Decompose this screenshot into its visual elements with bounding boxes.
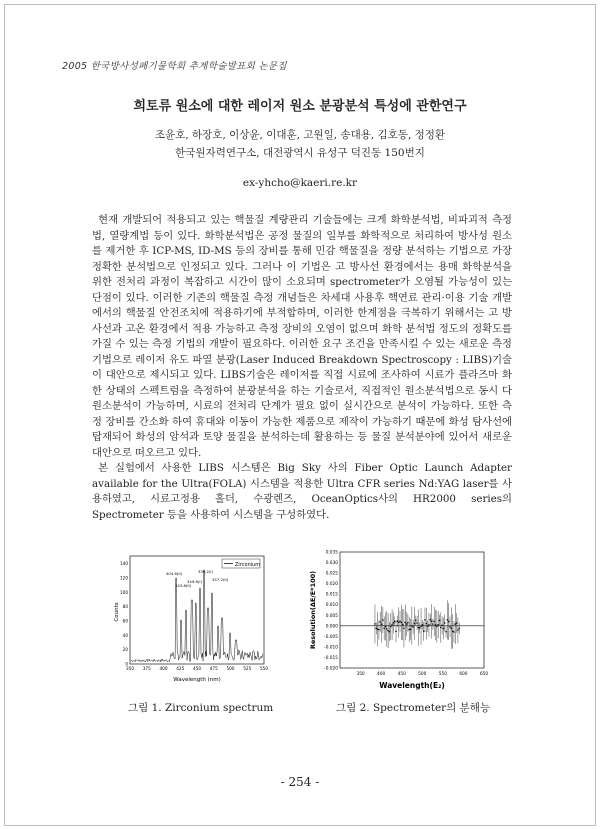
data-point — [405, 622, 406, 623]
data-point — [430, 619, 431, 620]
data-point — [447, 619, 448, 620]
data-point — [424, 619, 425, 620]
data-point — [440, 627, 441, 628]
x-tick-labels — [126, 666, 268, 671]
legend-label: Zirconium — [235, 562, 261, 568]
y-tick-label: 140 — [120, 561, 128, 567]
data-point — [444, 622, 445, 623]
data-point — [412, 626, 413, 627]
x-tick-label: 500 — [226, 666, 235, 671]
x-tick-label: 450 — [397, 672, 406, 677]
x-tick-label: 600 — [459, 672, 468, 677]
data-point — [410, 629, 411, 630]
x-tick-label: 375 — [142, 666, 151, 671]
data-point — [437, 624, 438, 625]
figure-spectrometer-resolution — [308, 546, 490, 692]
x-tick-label: 400 — [159, 666, 168, 671]
peak-label-4: 349.6(I) — [187, 579, 202, 584]
x-tick-label: 425 — [176, 666, 185, 671]
data-point — [439, 620, 440, 621]
data-point — [398, 622, 399, 623]
y-tick-label: 0.030 — [325, 561, 338, 567]
y-tick-label: 0.000 — [325, 624, 338, 630]
data-point — [376, 628, 377, 629]
data-point — [399, 621, 400, 622]
data-point — [443, 628, 444, 629]
data-point — [378, 629, 379, 630]
y-tick-label: 120 — [120, 575, 128, 581]
peak-label-2: 339.2(I) — [198, 569, 213, 574]
data-point — [387, 630, 388, 631]
data-point — [385, 626, 386, 627]
contact-email: ex-yhcho@kaeri.re.kr — [242, 177, 358, 189]
data-point — [414, 623, 415, 624]
y-tick-label: -0.015 — [324, 655, 338, 661]
affiliation: 한국원자력연구소, 대전광역시 유성구 덕진동 150번지 — [175, 147, 425, 159]
data-point — [406, 623, 407, 624]
zirconium-spectrum-plot — [112, 548, 270, 686]
y-tick-label: 0.020 — [325, 582, 338, 588]
x-tick-label: 475 — [209, 666, 218, 671]
data-point — [382, 619, 383, 620]
data-point — [403, 628, 404, 629]
y-tick-label: 40 — [122, 632, 128, 638]
data-point — [391, 624, 392, 625]
y-tick-label: 0.025 — [325, 571, 338, 577]
data-point — [393, 622, 394, 623]
data-point — [419, 627, 420, 628]
data-point — [386, 628, 387, 629]
x-tick-label: 550 — [438, 672, 447, 677]
data-point — [389, 631, 390, 632]
x-tick-labels — [356, 671, 488, 677]
y-tick-label: 0.035 — [325, 550, 338, 556]
data-point — [451, 628, 452, 629]
resolution-plot — [308, 546, 490, 692]
data-point — [418, 627, 419, 628]
peak-label-5: 357.2(II) — [212, 577, 229, 582]
data-point — [455, 623, 456, 624]
data-point — [377, 629, 378, 630]
plot-frame — [130, 556, 264, 664]
data-point — [390, 626, 391, 627]
data-point — [420, 626, 421, 627]
resolution-points — [374, 600, 460, 649]
data-point — [459, 628, 460, 629]
peak-label-1: 404.6(II) — [166, 571, 183, 576]
figure-zirconium-spectrum — [112, 548, 270, 686]
x-tick-label: 650 — [479, 672, 489, 677]
x-tick-label: 400 — [377, 672, 386, 677]
figure-1-caption: 그림 1. Zirconium spectrum — [128, 702, 274, 714]
data-point — [448, 621, 449, 622]
paper-title: 희토류 원소에 대한 레이저 원소 분광분석 특성에 관한연구 — [133, 99, 467, 114]
y-tick-label: -0.005 — [324, 634, 338, 640]
data-point — [426, 623, 427, 624]
x-tick-label: 550 — [260, 666, 268, 671]
data-point — [431, 621, 432, 622]
body-text — [92, 213, 512, 523]
x-axis-label: Wavelength(E₂) — [379, 681, 445, 690]
y-tick-label: 0.005 — [325, 613, 338, 619]
data-point — [457, 630, 458, 631]
y-tick-label: 0.015 — [325, 592, 338, 598]
y-axis-label: Counts — [114, 602, 120, 622]
data-point — [432, 623, 433, 624]
data-point — [381, 624, 382, 625]
data-point — [427, 625, 428, 626]
data-point — [428, 624, 429, 625]
paragraph-method: 본 실험에서 사용한 LIBS 시스템은 Big Sky 사의 Fiber Optic Launch Adapter available for the Ultra(FOLA) 시스템을 적용한 Ultra CFR series Nd:YAG laser를 사용하였고, 시료고정용 홀더, 수광렌즈, OceanOptics사의 HR2000 series의 Spectrometer 등을 사용하여 시스템을 구성하였다. — [92, 462, 512, 521]
data-point — [409, 629, 410, 630]
figure-2-caption: 그림 2. Spectrometer의 분해능 — [336, 702, 491, 714]
data-point — [453, 631, 454, 632]
data-point — [434, 621, 435, 622]
y-tick-label: 0 — [125, 661, 128, 667]
data-point — [423, 630, 424, 631]
y-tick-label: 20 — [122, 647, 128, 653]
data-point — [402, 624, 403, 625]
data-point — [395, 631, 396, 632]
data-point — [452, 631, 453, 632]
x-axis-label: Wavelength (nm) — [173, 677, 221, 683]
y-tick-labels — [324, 550, 338, 672]
y-tick-label: -0.020 — [324, 666, 338, 672]
data-point — [416, 622, 417, 623]
data-point — [383, 628, 384, 629]
y-tick-label: 60 — [122, 618, 128, 624]
data-point — [407, 622, 408, 623]
data-point — [397, 620, 398, 621]
x-tick-label: 450 — [193, 666, 201, 671]
y-tick-labels — [120, 561, 128, 666]
data-point — [441, 625, 442, 626]
data-point — [435, 624, 436, 625]
peak-label-3: 343.8(II) — [175, 583, 192, 588]
x-tick-label: 500 — [418, 672, 427, 677]
y-tick-label: 100 — [120, 589, 128, 595]
data-point — [449, 626, 450, 627]
x-tick-label: 350 — [356, 672, 365, 677]
data-point — [411, 625, 412, 626]
y-axis-label: Resolution(ΔE/E*100) — [309, 570, 317, 650]
data-point — [380, 621, 381, 622]
x-tick-label: 525 — [243, 666, 252, 671]
data-point — [394, 621, 395, 622]
author-list: 조윤호, 하장호, 이상윤, 이대훈, 고원일, 송대용, 김호동, 정정환 — [154, 129, 446, 141]
data-point — [401, 622, 402, 623]
data-point — [422, 624, 423, 625]
data-point — [436, 626, 437, 627]
y-tick-label: 0.010 — [325, 603, 338, 609]
data-point — [374, 623, 375, 624]
conference-header: 2005 한국방사성폐기물학회 추계학술발표회 논문집 — [62, 61, 287, 72]
data-point — [415, 620, 416, 621]
page-number: - 254 - — [280, 775, 320, 789]
data-point — [445, 631, 446, 632]
paragraph-intro: 현재 개발되어 적용되고 있는 핵물질 계량관리 기술들에는 크게 화학분석법, 비파괴적 측정법, 열량계법 등이 있다. 화학분석법은 공정 물질의 일부를 화학적으로 처리하여 방사성 원소를 제거한 후 ICP-MS, ID-MS 등의 장비를 통해 민감 핵물질을 정량 분석하는 기법으로 가장 정확한 분석법으로 인정되고 있다. 그러나 이 기법은 고 방사선 환경에서는 용매 화학분석을 위한 전처리 과정이 복잡하고 시간이 많이 소요되며 spectrometer가 오염될 가능성이 있는 단점이 있다. 이러한 기존의 핵물질 측정 개념들은 차세대 사용후 핵연료 관리·이용 기술 개발에서의 핵물질 안전조치에 적용하기에 부적합하며, 이러한 한계점을 극복하기 위해서는 고 방사선과 고온 환경에서 적용 가능하고 측정 장비의 오염이 없으며 화학 분석법 정도의 정확도를 가질 수 있는 측정 기법의 개발이 필요하다. 이러한 요구 조건을 만족시킬 수 있는 새로운 측정 기법으로 레이저 유도 파열 분광(Laser Induced Breakdown Spectroscopy : LIBS)기술이 대안으로 제시되고 있다. LIBS기술은 레이저를 직접 시료에 조사하여 시료가 플라즈마 화한 상태의 스펙트럼을 측정하여 분광분석을 하는 기술로서, 직접적인 원소분석법으로 동시 다원소분석이 가능하며, 시료의 전처리 단계가 필요 없이 실시간으로 분석이 가능하다. 또한 측정 장비를 간소화 하여 휴대와 이동이 가능한 제품으로 제작이 가능하기 때문에 화성 탐사선에 탑재되어 화성의 암석과 토양 물질을 분석하는데 활용하는 등 물질 분석분야에 있어서 새로운 대안으로 떠오르고 있다. — [92, 214, 512, 459]
data-point — [456, 622, 457, 623]
x-tick-label: 350 — [126, 666, 134, 671]
y-tick-label: 80 — [122, 604, 128, 610]
y-tick-label: -0.010 — [324, 645, 338, 651]
